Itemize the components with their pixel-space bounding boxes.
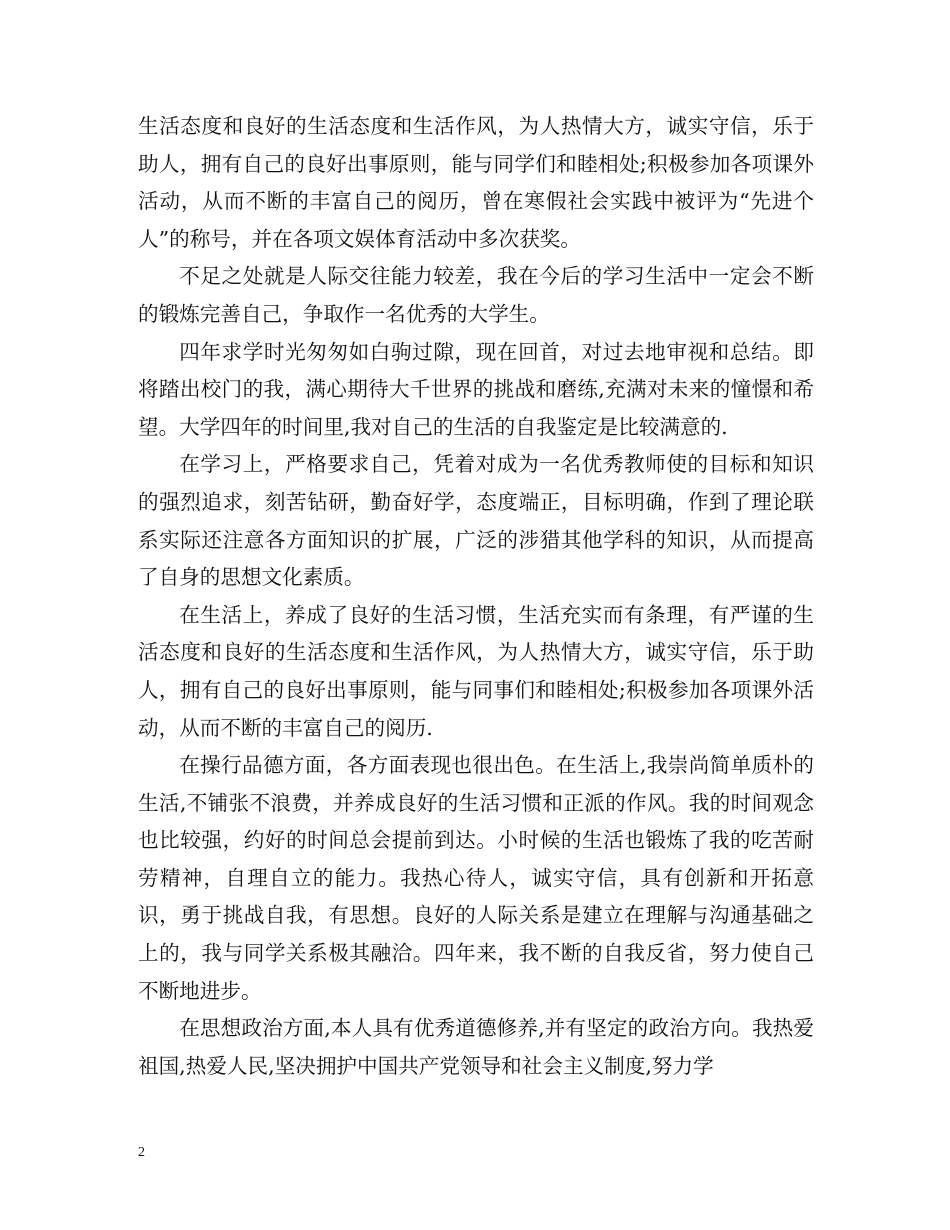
document-body bbox=[138, 108, 814, 1085]
paragraph: 在生活上，养成了良好的生活习惯，生活充实而有条理，有严谨的生活态度和良好的生活态度和生活作风，为人热情大方，诚实守信，乐于助人，拥有自己的良好出事原则，能与同事们和睦相处;积极参加各项课外活动，从而不断的丰富自己的阅历. bbox=[138, 602, 814, 740]
paragraph: 在学习上，严格要求自己，凭着对成为一名优秀教师使的目标和知识的强烈追求，刻苦钻研，勤奋好学，态度端正，目标明确，作到了理论联系实际还注意各方面知识的扩展，广泛的涉猎其他学科的知识，从而提高了自身的思想文化素质。 bbox=[138, 452, 814, 590]
paragraph: 四年求学时光匆匆如白驹过隙，现在回首，对过去地审视和总结。即将踏出校门的我，满心期待大千世界的挑战和磨练,充满对未来的憧憬和希望。大学四年的时间里,我对自己的生活的自我鉴定是比较满意的. bbox=[138, 339, 814, 439]
paragraph: 生活态度和良好的生活态度和生活作风，为人热情大方，诚实守信，乐于助人，拥有自己的良好出事原则，能与同学们和睦相处;积极参加各项课外活动，从而不断的丰富自己的阅历，曾在寒假社会实践中被评为“先进个人”的称号，并在各项文娱体育活动中多次获奖。 bbox=[138, 114, 814, 251]
paragraph: 在操行品德方面，各方面表现也很出色。在生活上,我崇尚简单质朴的生活,不铺张不浪费，并养成良好的生活习惯和正派的作风。我的时间观念也比较强，约好的时间总会提前到达。小时候的生活也锻炼了我的吃苦耐劳精神，自理自立的能力。我热心待人，诚实守信，具有创新和开拓意识，勇于挑战自我，有思想。良好的人际关系是建立在理解与沟通基础之上的，我与同学关系极其融洽。四年来，我不断的自我反省，努力使自己不断地进步。 bbox=[138, 753, 814, 1003]
page-number: 2 bbox=[138, 1145, 145, 1160]
paragraph: 在思想政治方面,本人具有优秀道德修养,并有坚定的政治方向。我热爱祖国,热爱人民,坚决拥护中国共产党领导和社会主义制度,努力学 bbox=[138, 1016, 814, 1078]
paragraph: 不足之处就是人际交往能力较差，我在今后的学习生活中一定会不断的锻炼完善自己，争取作一名优秀的大学生。 bbox=[138, 264, 814, 326]
